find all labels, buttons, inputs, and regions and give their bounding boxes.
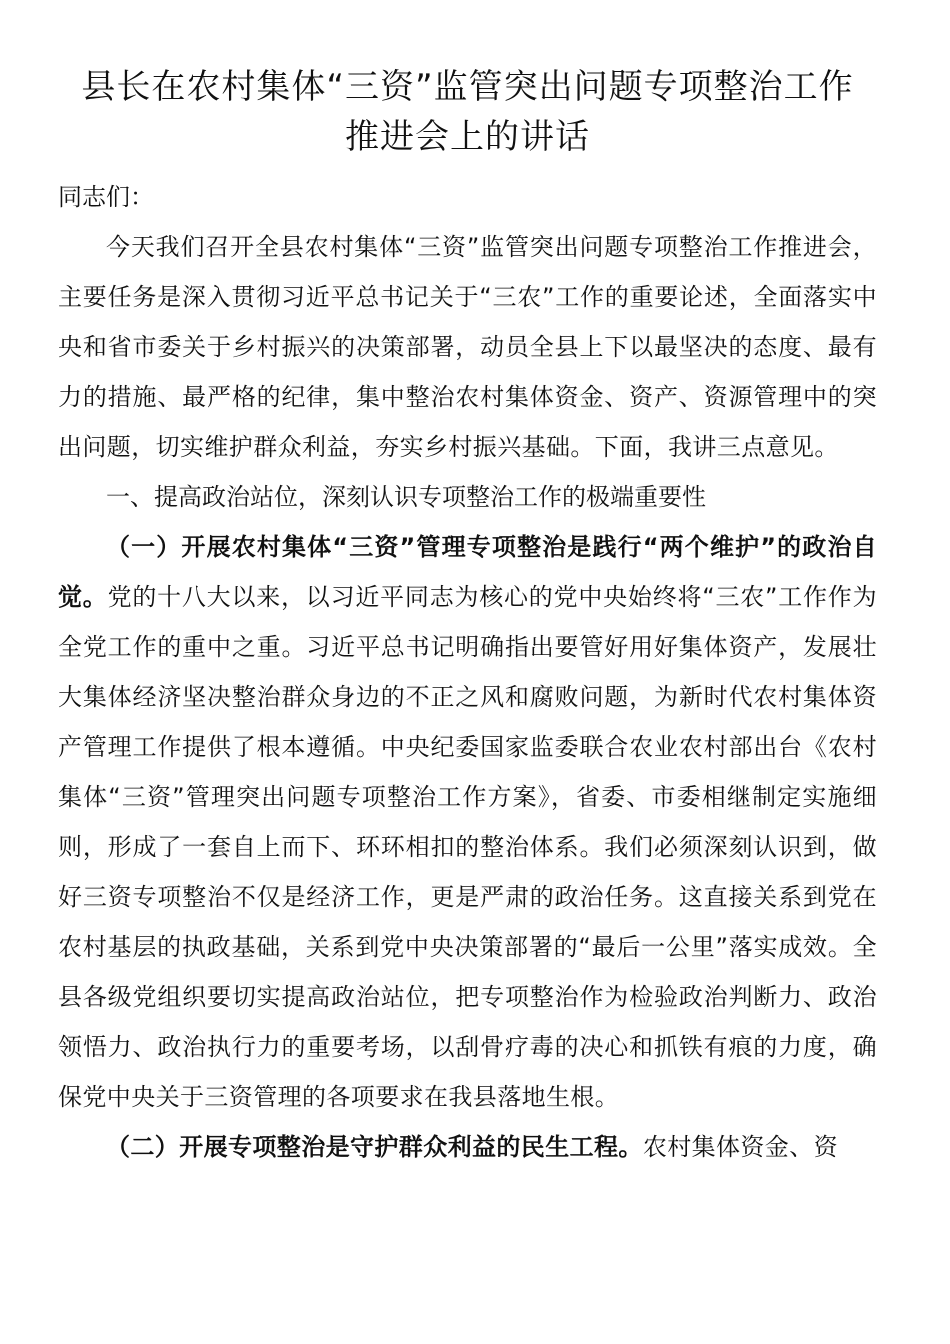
title-line-1: 县长在农村集体“三资”监管突出问题专项整治工作 [81, 67, 854, 107]
section-1-heading: 一、提高政治站位，深刻认识专项整治工作的极端重要性 [106, 483, 706, 511]
subsection-1-text: 党的十八大以来，以习近平同志为核心的党中央始终将“三农”工作作为全党工作的重中之重。习近平总书记明确指出要管好用好集体资产，发展壮大集体经济坚决整治群众身边的不正之风和腐败问题，为新时代农村集体资产管理工作提供了根本遵循。中央纪委国家监委联合农业农村部出台《农村集体“三资”管理突出问题专项整治工作方案》，省委、市委相继制定实施细则，形成了一套自上而下、环环相扣的整治体系。我们必须深刻认识到，做好三资专项整治不仅是经济工作，更是严肃的政治任务。这直接关系到党在农村基层的执政基础，关系到党中央决策部署的“最后一公里”落实成效。全县各级党组织要切实提高政治站位，把专项整治作为检验政治判断力、政治领悟力、政治执行力的重要考场，以刮骨疗毒的决心和抓铁有痕的力度，确保党中央关于三资管理的各项要求在我县落地生根。 [58, 583, 877, 1111]
subsection-2-text: 农村集体资金、资 [642, 1133, 839, 1161]
subsection-1-paragraph [58, 522, 877, 1122]
subsection-2-paragraph [58, 1122, 877, 1172]
greeting: 同志们： [58, 183, 154, 211]
intro-paragraph: 今天我们召开全县农村集体“三资”监管突出问题专项整治工作推进会，主要任务是深入贯彻习近平总书记关于“三农”工作的重要论述，全面落实中央和省市委关于乡村振兴的决策部署，动员全县上下以最坚决的态度、最有力的措施、最严格的纪律，集中整治农村集体资金、资产、资源管理中的突出问题，切实维护群众利益，夯实乡村振兴基础。下面，我讲三点意见。 [58, 233, 877, 461]
subsection-1-heading: （一）开展农村集体“三资”管理专项整治是践行“两个维护”的政治自觉。 [58, 533, 877, 611]
title-line-2: 推进会上的讲话 [345, 117, 590, 157]
document-title [58, 62, 877, 162]
subsection-2-heading: （二）开展专项整治是守护群众利益的民生工程。 [106, 1133, 643, 1161]
